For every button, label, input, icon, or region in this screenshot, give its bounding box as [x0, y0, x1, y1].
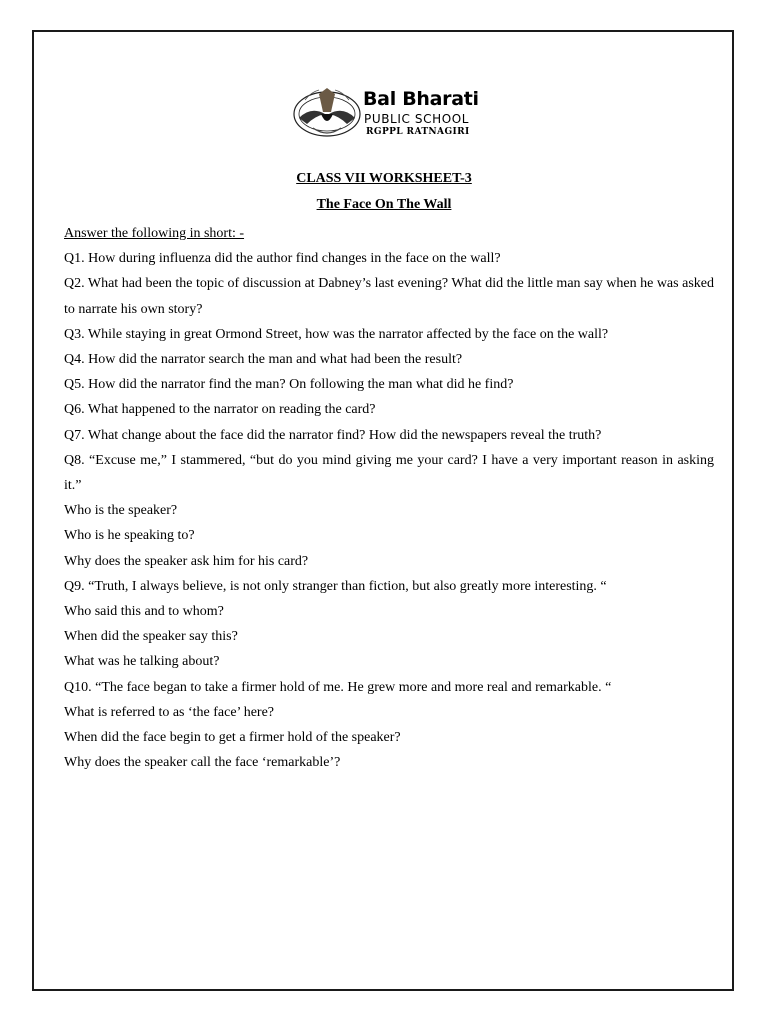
question-7: Q7. What change about the face did the narrator find? How did the newspapers reveal the truth?	[64, 427, 602, 443]
school-emblem-icon	[291, 84, 361, 144]
question-9: Q9. “Truth, I always believe, is not only stranger than fiction, but also greatly more interesting. “	[64, 578, 607, 594]
instruction: Answer the following in short: -	[64, 226, 245, 241]
school-subtitle: PUBLIC SCHOOL	[364, 112, 470, 126]
question-6: Q6. What happened to the narrator on reading the card?	[64, 402, 376, 418]
sub-question: What was he talking about?	[64, 654, 220, 670]
sub-question: Who is the speaker?	[64, 503, 178, 519]
sub-question: Why does the speaker ask him for his card?	[64, 553, 309, 569]
question-10: Q10. “The face began to take a firmer hold of me. He grew more and more real and remarkable. “	[64, 679, 612, 695]
question-2: Q2. What had been the topic of discussion at Dabney’s last evening? What did the little man say when he was asked to narrate his own story?	[64, 276, 714, 317]
school-location: RGPPL RATNAGIRI	[366, 127, 470, 137]
worksheet-content	[64, 221, 714, 775]
question-3: Q3. While staying in great Ormond Street, how was the narrator affected by the face on the wall?	[64, 326, 609, 342]
sub-question: When did the face begin to get a firmer hold of the speaker?	[64, 730, 401, 746]
sub-question: Who said this and to whom?	[64, 604, 224, 620]
question-8: Q8. “Excuse me,” I stammered, “but do you mind giving me your card? I have a very important reason in asking it.”	[64, 452, 714, 494]
question-4: Q4. How did the narrator search the man and what had been the result?	[64, 352, 463, 368]
school-logo	[291, 84, 491, 144]
chapter-title: The Face On The Wall	[316, 197, 452, 212]
sub-question: Who is he speaking to?	[64, 528, 195, 544]
school-name: Bal Bharati	[363, 88, 479, 110]
sub-question: What is referred to as ‘the face’ here?	[64, 704, 274, 720]
worksheet-title: CLASS VII WORKSHEET-3	[296, 171, 472, 186]
sub-question: When did the speaker say this?	[64, 629, 238, 645]
sub-question: Why does the speaker call the face ‘remarkable’?	[64, 755, 341, 771]
question-5: Q5. How did the narrator find the man? On following the man what did he find?	[64, 377, 514, 393]
question-1: Q1. How during influenza did the author find changes in the face on the wall?	[64, 251, 501, 267]
